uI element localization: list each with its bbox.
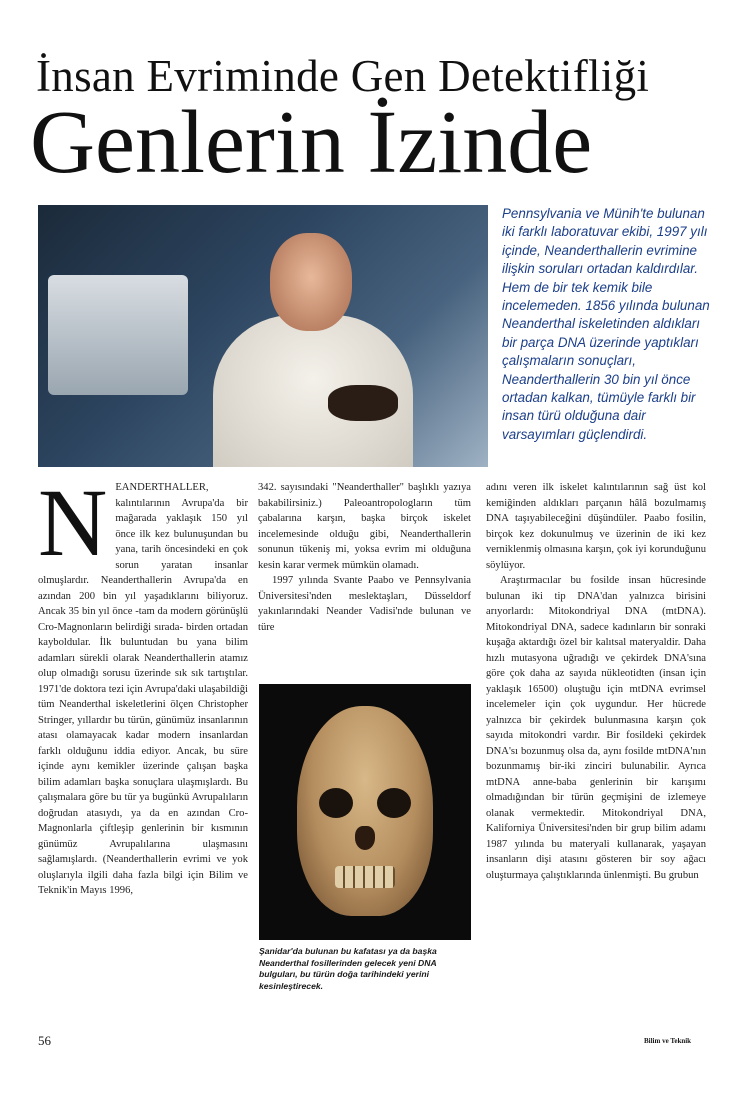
drop-cap: N — [38, 469, 108, 576]
article-supertitle: İnsan Evriminde Gen Detektifliği — [36, 51, 650, 101]
nasal-cavity — [355, 826, 375, 850]
body-column-2 — [258, 480, 471, 635]
skull-image — [297, 706, 433, 916]
fossil-bone — [328, 385, 398, 421]
skull-photo — [259, 684, 471, 940]
eye-socket — [319, 788, 353, 818]
scientist-photo — [38, 205, 488, 467]
paragraph: 1997 yılında Svante Paabo ve Pennsylvania Üniversitesi'nden meslektaşları, Düsseldorf yakınlarındaki Neander Vadisi'nde bulunan ve türe — [258, 575, 471, 633]
magazine-name: Bilim ve Teknik — [644, 1037, 692, 1045]
eye-socket — [377, 788, 411, 818]
paragraph: EANDERTHALLER, kalıntılarının Avrupa'da bir mağarada yaklaşık 150 yıl önce ilk kez bulunuşundan bu yana, tarih öncesindeki en çok sorun yaratan insanlar olmuşlardır. Neanderthallerin Avrupa'da en azından 200 bin yıl yaşadıklarını biliyoruz. Ancak 35 bin yıl önce -tam da modern görünüşlü Cro-Magnonların belirdiği sırada- birden ortadan kayboldular. İlk buluntudan bu yana bilim adamları sürekli olarak Neanderthallerin atamız olup olmadığı sorusu üzerinde sık sık tartıştılar. 1971'de doktora tezi için Avrupa'daki ulaşabildiği tüm Neanderthal iskeletlerini ölçen Christopher Stringer, yıllardır bu türün, günümüz insanlarının atası olamayacak kadar modern insanlardan farklı olduğunu iddia ediyor. Ancak, bu süre içinde aynı kemikler üzerinde çalışan başka bilim adamları başka sonuçlara ulaşmışlardı. Bu çalışmalara göre bu tür ya bugünkü Avrupalıların doğrudan atasıydı, ya da en azından Cro-Magnonlarla çiftleşip genlerinin bir kısmının günümüz Avrupalılarına ulaşmasını sağlamışlardı. (Neanderthallerin evrimi ve yok oluşlarıyla ilgili daha fazla bilgi için Bilim ve Teknik'in Mayıs 1996, — [38, 482, 248, 896]
lab-equipment — [48, 275, 188, 395]
body-column-3 — [486, 480, 706, 883]
paragraph: adını veren ilk iskelet kalıntılarının sağ üst kol kemiğinden aldıkları parçanın hâlâ bozulmamış DNA taşıyabileceğini düşündüler. Paabo fosilin, birçok kez dokunulmuş ve üzerinin de iki kez verniklenmiş olmasına karşın, çok iyi korunduğunu söylüyor. — [486, 482, 706, 571]
body-column-1 — [38, 469, 248, 899]
article-title: Genlerin İzinde — [30, 93, 593, 192]
paragraph: 342. sayısındaki "Neanderthaller" başlıklı yazıya bakabilirsiniz.) Paleoantropologların tüm çabalarına karşın, başka birçok iskelet incelemesinde olduğu gibi, Neanderthallerin sonunun tükeniş mi, yoksa evrim mi olduğuna kesin karar vermek mümkün olamadı. — [258, 482, 471, 571]
page-number: 56 — [38, 1033, 51, 1048]
lead-caption: Pennsylvania ve Münih'te bulunan iki farklı laboratuvar ekibi, 1997 yılı içinde, Neanderthallerin evrimine ilişkin soruları ortadan kaldırdılar. Hem de bir tek kemik bile incelemeden. 1856 yılında bulunan Neanderthal iskeletinden aldıkları bir parça DNA üzerinde yaptıkları çalışmaların sonuçları, Neanderthallerin 30 bin yıl önce ortadan kalkan, tümüyle farklı bir insan türü olduğuna dair varsayımları güçlendirdi. — [502, 206, 710, 442]
scientist-face — [270, 233, 352, 331]
paragraph: Araştırmacılar bu fosilde insan hücresinde bulunan iki tip DNA'dan yalnızca birisini arıyorlardı: Mitokondriyal DNA (mtDNA). Mitokondriyal DNA, sadece kadınların bir sonraki kuşağa aktardığı özel bir kalıtsal materyaldir. Daha hızlı mutasyona uğradığı ve çekirdek DNA'sına göre çok daha az sayıda nükleotidten (insan için yaklaşık 16500) oluştuğu için mtDNA evrimsel incelemeler için çok uygundur. Her hücrede yalnızca bir çekirdek bulunmasına karşın çok sayıda mitokondri vardır. Bir fosildeki çekirdek DNA'sı bozunmuş olsa da, aynı fosilde mtDNA'nın bozunmamış bir-iki zinciri bulunabilir. Ayrıca mtDNA anne-baba genlerinin bir karışımı olmadığından bir türün geçmişini de izlemeye olanak vermektedir. Mitokondriyal DNA, Kaliforniya Üniversitesi'nden bir grup bilim adamı 1987 yılında bu materyali kullanarak, yaşayan insanların dişi atasını gösteren bir soy ağacı oluşturmaya çalıştıklarında ünlenmişti. Bu grubun — [486, 575, 706, 881]
teeth — [335, 866, 395, 888]
skull-caption: Şanidar'da bulunan bu kafatası ya da başka Neanderthal fosillerinden gelecek yeni DNA bulguları, bu türün doğa tarihindeki yerini kesinleştirecek. — [259, 946, 437, 991]
